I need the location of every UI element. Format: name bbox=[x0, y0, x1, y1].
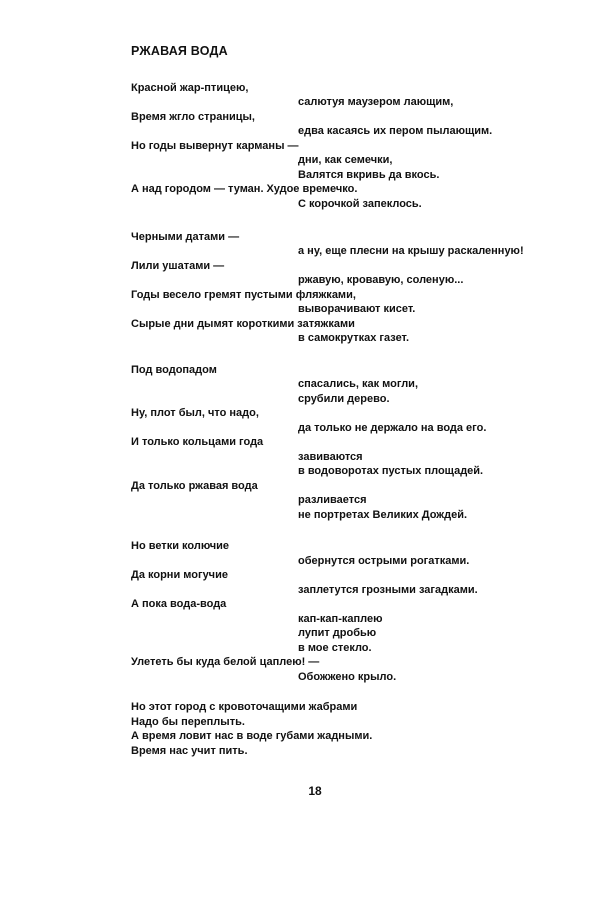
poem-line: А время ловит нас в воде губами жадными. bbox=[131, 730, 373, 742]
poem-line: А над городом — туман. Худое времечко. bbox=[131, 183, 358, 195]
poem-line: в самокрутках газет. bbox=[298, 332, 410, 344]
poem-line: да только не держало на вода его. bbox=[298, 422, 487, 434]
poem-line: Под водопадом bbox=[131, 364, 217, 376]
poem-line: Черными датами — bbox=[131, 231, 240, 243]
poem-line: Красной жар-птицею, bbox=[131, 82, 249, 94]
poem-line: Время жгло страницы, bbox=[131, 111, 255, 123]
poem-line: Но ветки колючие bbox=[131, 540, 230, 552]
poem-line: завиваются bbox=[298, 451, 363, 463]
poem-line: дни, как семечки, bbox=[298, 154, 393, 166]
poem-line: Да корни могучие bbox=[131, 569, 228, 581]
poem-line: лупит дробью bbox=[298, 627, 377, 639]
poem-line: Валятся вкривь да вкось. bbox=[298, 169, 440, 181]
poem-line: обернутся острыми рогатками. bbox=[298, 555, 470, 567]
poem-line: Но этот город с кровоточащими жабрами bbox=[131, 701, 358, 713]
poem-line: Но годы вывернут карманы — bbox=[131, 140, 299, 152]
poem-title: РЖАВАЯ ВОДА bbox=[131, 44, 228, 58]
poem-line: выворачивают кисет. bbox=[298, 303, 416, 315]
poem-line: И только кольцами года bbox=[131, 436, 264, 448]
poem-line: Ну, плот был, что надо, bbox=[131, 407, 259, 419]
poem-line: кап-кап-каплею bbox=[298, 613, 383, 625]
poem-line: в мое стекло. bbox=[298, 642, 372, 654]
poem-line: в водоворотах пустых площадей. bbox=[298, 465, 484, 477]
poem-line: Лили ушатами — bbox=[131, 260, 225, 272]
poem-line: Сырые дни дымят короткими затяжками bbox=[131, 318, 355, 330]
page-number: 18 bbox=[308, 784, 322, 798]
poem-line: ржавую, кровавую, соленую... bbox=[298, 274, 464, 286]
poem-line: салютуя маузером лающим, bbox=[298, 96, 454, 108]
poem-line: срубили дерево. bbox=[298, 393, 390, 405]
poem-line: Обожжено крыло. bbox=[298, 671, 397, 683]
poem-line: едва касаясь их пером пылающим. bbox=[298, 125, 493, 137]
poem-line: спасались, как могли, bbox=[298, 378, 419, 390]
poem-line: не портретах Великих Дождей. bbox=[298, 509, 468, 521]
poem-line: Да только ржавая вода bbox=[131, 480, 258, 492]
poem-line: а ну, еще плесни на крышу раскаленную! bbox=[298, 245, 524, 257]
poem-line: С корочкой запеклось. bbox=[298, 198, 422, 210]
poem-line: заплетутся грозными загадками. bbox=[298, 584, 478, 596]
poem-line: разливается bbox=[298, 494, 367, 506]
poem-line: Улететь бы куда белой цаплею! — bbox=[131, 656, 320, 668]
poem-line: Надо бы переплыть. bbox=[131, 716, 245, 728]
poem-line: А пока вода-вода bbox=[131, 598, 227, 610]
poem-line: Время нас учит пить. bbox=[131, 745, 248, 757]
poem-line: Годы весело гремят пустыми фляжками, bbox=[131, 289, 356, 301]
